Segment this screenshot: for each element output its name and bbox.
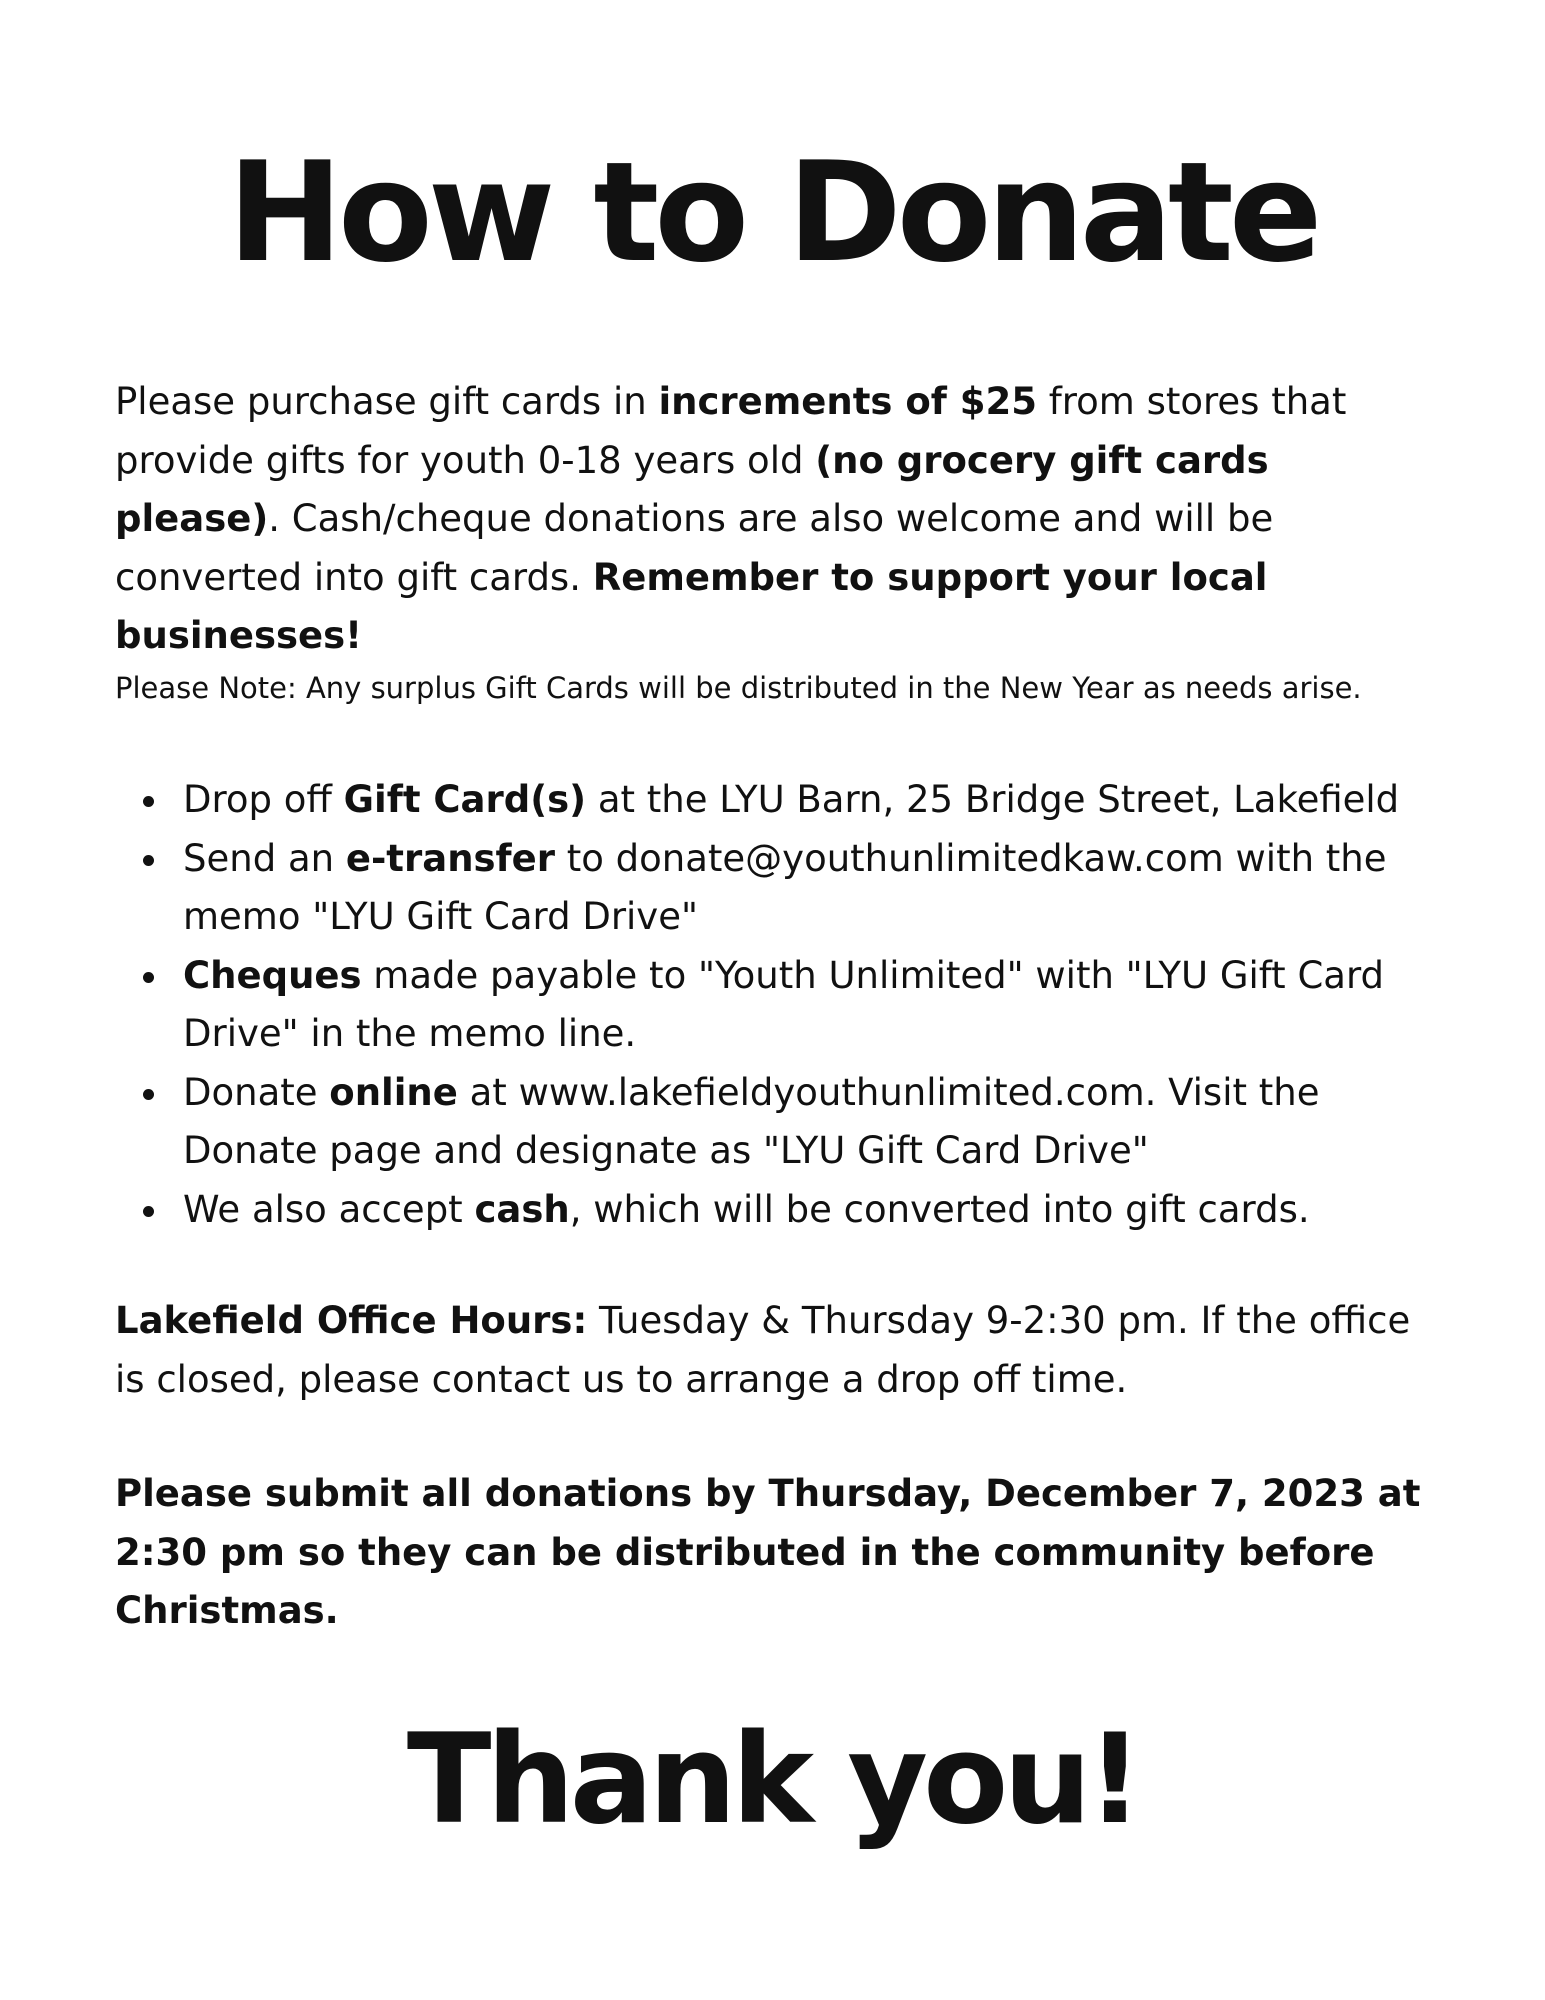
office-hours-text: Tuesday & Thursday 9-2:30 pm. If the office is closed, please contact us to arrange a drop off time. (115, 1299, 1411, 1401)
intro-bold-increments: increments of $25 (658, 380, 1037, 423)
list-item (183, 771, 1435, 830)
list-item-text: made payable to "Youth Unlimited" with "LYU Gift Card Drive" in the memo line. (183, 953, 1384, 1055)
intro-paragraph (115, 373, 1435, 666)
list-item-bold: Cheques (183, 953, 362, 997)
intro-bold-no-grocery: (no grocery gift cards please) (115, 438, 1269, 540)
list-item-text: to donate@youthunlimitedkaw.com with the memo "LYU Gift Card Drive" (183, 836, 1387, 938)
list-item-text: We also accept (183, 1187, 475, 1231)
list-item-text: at www.lakefieldyouthunlimited.com. Visit the Donate page and designate as "LYU Gift Card Drive" (183, 1070, 1320, 1172)
intro-text-2: from stores that provide gifts for youth 0-18 years old (115, 380, 1347, 482)
list-item-text: Send an (183, 836, 346, 880)
list-item-bold: e-transfer (345, 836, 555, 880)
list-item (183, 830, 1435, 947)
page-title: How to Donate (227, 132, 1318, 293)
list-item (183, 1181, 1435, 1240)
list-item-bold: Gift Card(s) (343, 778, 587, 821)
list-item-text: Drop off (183, 778, 344, 821)
list-item-bold: online (329, 1070, 458, 1114)
list-item-bold: cash (474, 1187, 570, 1231)
submission-deadline: Please submit all donations by Thursday, December 7, 2023 at 2:30 pm so they can be distributed in the community before Christmas. (115, 1472, 1421, 1632)
intro-text-1: Please purchase gift cards in (115, 380, 659, 423)
surplus-note: Please Note: Any surplus Gift Cards will be distributed in the New Year as needs arise. (115, 671, 1362, 705)
list-item (183, 1064, 1435, 1181)
list-item-text: , which will be converted into gift cards. (569, 1187, 1310, 1231)
list-item-text: at the LYU Barn, 25 Bridge Street, Lakefield (586, 778, 1400, 821)
list-item-text: Donate (183, 1070, 330, 1114)
thank-you-heading: Thank you! (406, 1708, 1139, 1852)
office-hours-label: Lakefield Office Hours: (115, 1299, 588, 1342)
intro-text-3: . Cash/cheque donations are also welcome and will be converted into gift cards. (115, 497, 1274, 599)
donation-methods-list (115, 771, 1435, 1239)
list-item (183, 947, 1435, 1064)
office-hours (115, 1292, 1435, 1409)
intro-bold-support-local: Remember to support your local businesses! (115, 555, 1268, 657)
